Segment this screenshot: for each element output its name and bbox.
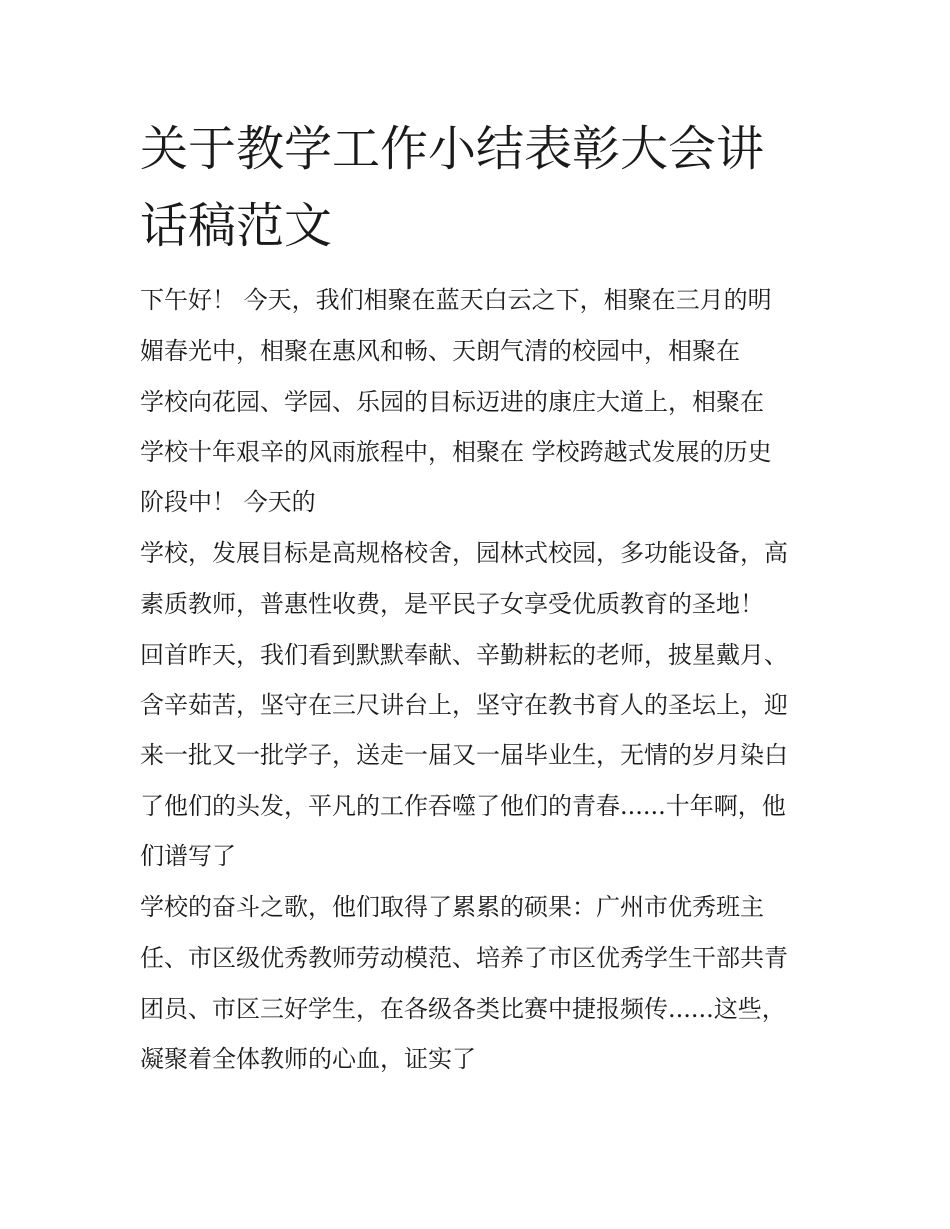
document-title-line-2: 话稿范文: [140, 198, 333, 254]
body-line: 任、市区级优秀教师劳动模范、培养了市区优秀学生干部共青: [140, 944, 788, 972]
body-line: 了他们的头发，平凡的工作吞噬了他们的青春......十年啊，他: [140, 792, 786, 820]
body-line: 凝聚着全体教师的心血，证实了: [140, 1045, 476, 1073]
body-line: 含辛茹苦，坚守在三尺讲台上，坚守在教书育人的圣坛上，迎: [140, 691, 788, 719]
body-line: 学校向花园、学园、乐园的目标迈进的康庄大道上，相聚在: [140, 388, 764, 416]
body-line: 来一批又一批学子，送走一届又一届毕业生，无情的岁月染白: [140, 741, 788, 769]
body-line: 回首昨天，我们看到默默奉献、辛勤耕耘的老师，披星戴月、: [140, 641, 788, 669]
body-line: 下午好！ 今天，我们相聚在蓝天白云之下，相聚在三月的明: [140, 286, 772, 314]
body-line: 学校的奋斗之歌，他们取得了累累的硕果：广州市优秀班主: [140, 893, 764, 921]
body-line: 素质教师，普惠性收费，是平民子女享受优质教育的圣地！: [140, 590, 764, 618]
body-line: 团员、市区三好学生，在各级各类比赛中捷报频传......这些，: [140, 995, 786, 1023]
body-line: 学校十年艰辛的风雨旅程中，相聚在 学校跨越式发展的历史: [140, 438, 772, 466]
body-line: 学校，发展目标是高规格校舍，园林式校园，多功能设备，高: [140, 539, 788, 567]
body-line: 阶段中！ 今天的: [140, 488, 316, 516]
body-line: 媚春光中，相聚在惠风和畅、天朗气清的校园中，相聚在: [140, 337, 740, 365]
body-line: 们谱写了: [140, 842, 236, 870]
document-title-line-1: 关于教学工作小结表彰大会讲: [140, 121, 765, 177]
